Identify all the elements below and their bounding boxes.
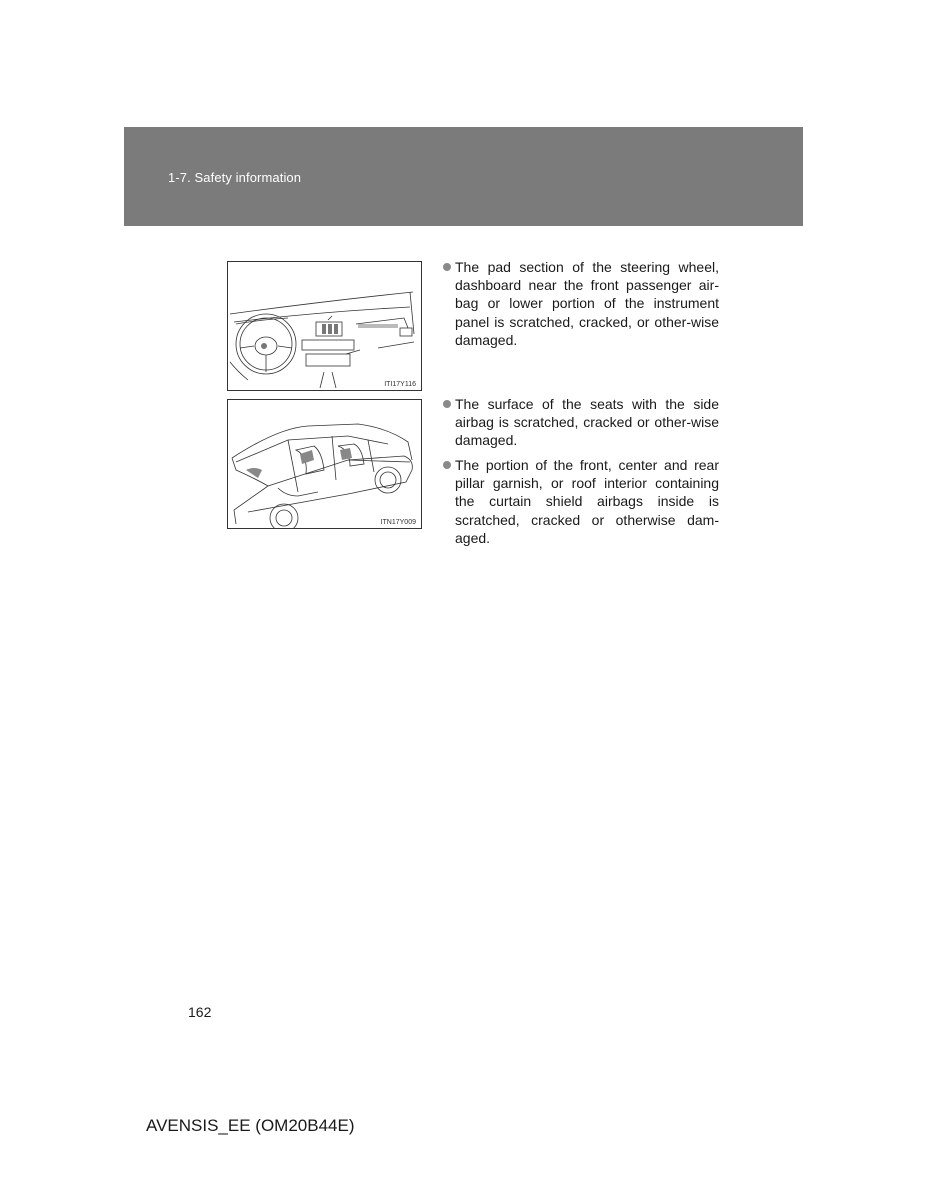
bullet-dot-icon [443, 400, 451, 408]
list-item [443, 395, 719, 450]
dashboard-illustration-icon [228, 262, 421, 390]
figure-code: ITN17Y009 [380, 519, 416, 526]
bullet-dot-icon [443, 461, 451, 469]
section-title: 1-7. Safety information [168, 170, 302, 185]
header-band [124, 127, 803, 226]
list-item [443, 456, 719, 547]
manual-code: AVENSIS_EE (OM20B44E) [146, 1116, 355, 1135]
list-item [443, 258, 719, 349]
bullet-dot-icon [443, 263, 451, 271]
page-number: 162 [188, 1004, 212, 1020]
figure-code: ITI17Y116 [384, 381, 416, 388]
figure-car-interior [227, 399, 422, 529]
list-item-text: The portion of the front, center and rear pillar garnish, or roof interior containing the curtain shield airbags inside is scratched, cracked or otherwise dam-aged. [455, 457, 719, 546]
list-item-text: The pad section of the steering wheel, dashboard near the front passenger air-bag or lower portion of the instrument panel is scratched, cracked, or other-wise damaged. [455, 259, 719, 348]
list-item-text: The surface of the seats with the side airbag is scratched, cracked or other-wise damaged. [455, 396, 719, 449]
figure-dashboard [227, 261, 422, 391]
car-interior-illustration-icon [228, 400, 421, 528]
